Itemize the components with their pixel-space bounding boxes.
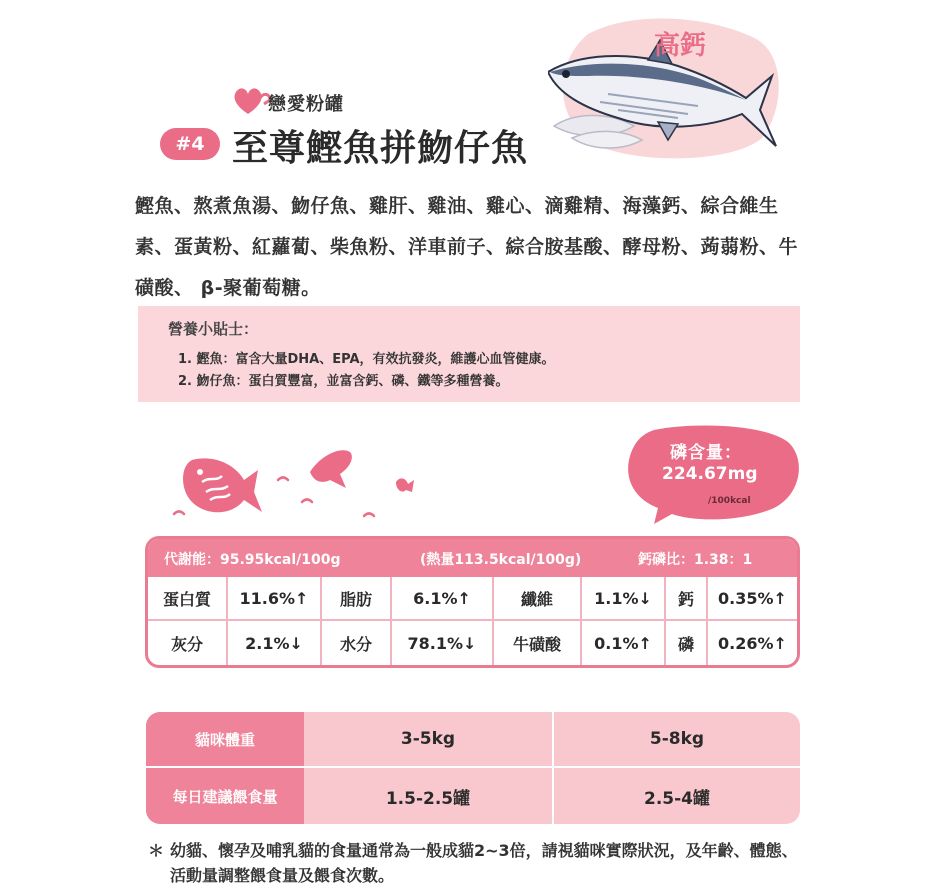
weight-value: 3-5kg [304,712,552,768]
high-calcium-label: 高鈣 [654,31,707,61]
metabolic-energy: 代謝能：95.95kcal/100g [164,552,341,568]
nutrient-value: 0.35%↑ [718,588,787,608]
daily-amount-label: 每日建議餵食量 [146,768,304,824]
tuna-illustration [548,14,780,164]
nutrient-name: 鈣 [666,577,708,619]
nutrition-table [145,536,800,668]
nutrient-value: 0.1%↑ [582,621,666,665]
nutrient-value: 1.1%↓ [582,577,666,619]
nutrient-name: 脂肪 [322,577,392,619]
nutrient-name: 蛋白質 [148,577,228,619]
feeding-note [148,838,808,888]
nutrient-name: 纖維 [494,577,582,619]
feeding-guide-table [146,712,800,824]
tip-item: 2. 魩仔魚：蛋白質豐富，並富含鈣、磷、鐵等多種營養。 [178,374,509,389]
nutrient-value: 2.1%↓ [228,621,322,665]
note-text: 幼貓、懷孕及哺乳貓的食量通常為一般成貓2~3倍，請視貓咪實際狀況，及年齡、體態、活動量調整餵食量及餵食次數。 [170,841,798,885]
calorie-info: (熱量113.5kcal/100g) [420,552,582,568]
nutrient-name: 水分 [322,621,392,665]
nutrient-name: 磷 [666,621,708,665]
nutrient-value: 6.1%↑ [392,577,494,619]
amount-value: 1.5-2.5罐 [385,788,471,809]
phosphorus-unit: /100kcal [708,496,751,506]
calcium-phosphorus-ratio: 鈣磷比：1.38：1 [638,552,753,568]
phosphorus-value: 224.67mg [662,464,758,484]
nutrient-value: 78.1%↓ [392,621,494,665]
amount-value: 2.5-4罐 [552,768,800,824]
nutrition-row [148,621,797,665]
nutrition-tips-box [138,306,800,402]
ingredients-list: 鰹魚、熬煮魚湯、魩仔魚、雞肝、雞油、雞心、滴雞精、海藻鈣、綜合維生素、蛋黃粉、紅蘿蔔、柴魚粉、洋車前子、綜合胺基酸、酵母粉、蒟蒻粉、牛磺酸、 β-聚葡萄糖。 [135,195,799,299]
tip-item: 1. 鰹魚：富含大量DHA、EPA，有效抗發炎，維護心血管健康。 [178,352,555,367]
nutrient-value: 11.6%↑ [228,577,322,619]
tips-title: 營養小貼士： [168,320,259,338]
note-asterisk: ＊ [148,841,165,860]
nutrition-row [148,577,797,621]
nutrient-value: 0.26%↑ [718,633,787,653]
nutrition-header [148,539,797,577]
cat-weight-label: 貓咪體重 [146,712,304,768]
nutrient-name: 牛磺酸 [494,621,582,665]
nutrient-name: 灰分 [148,621,228,665]
fish-decoration-icon [170,436,430,536]
series-name: 戀愛粉罐 [268,94,344,115]
weight-value: 5-8kg [552,712,800,768]
product-number-badge: #4 [160,128,220,160]
heart-icon [232,86,272,116]
phosphorus-label: 磷含量： [670,443,742,463]
product-title: 至尊鰹魚拼魩仔魚 [232,128,529,169]
